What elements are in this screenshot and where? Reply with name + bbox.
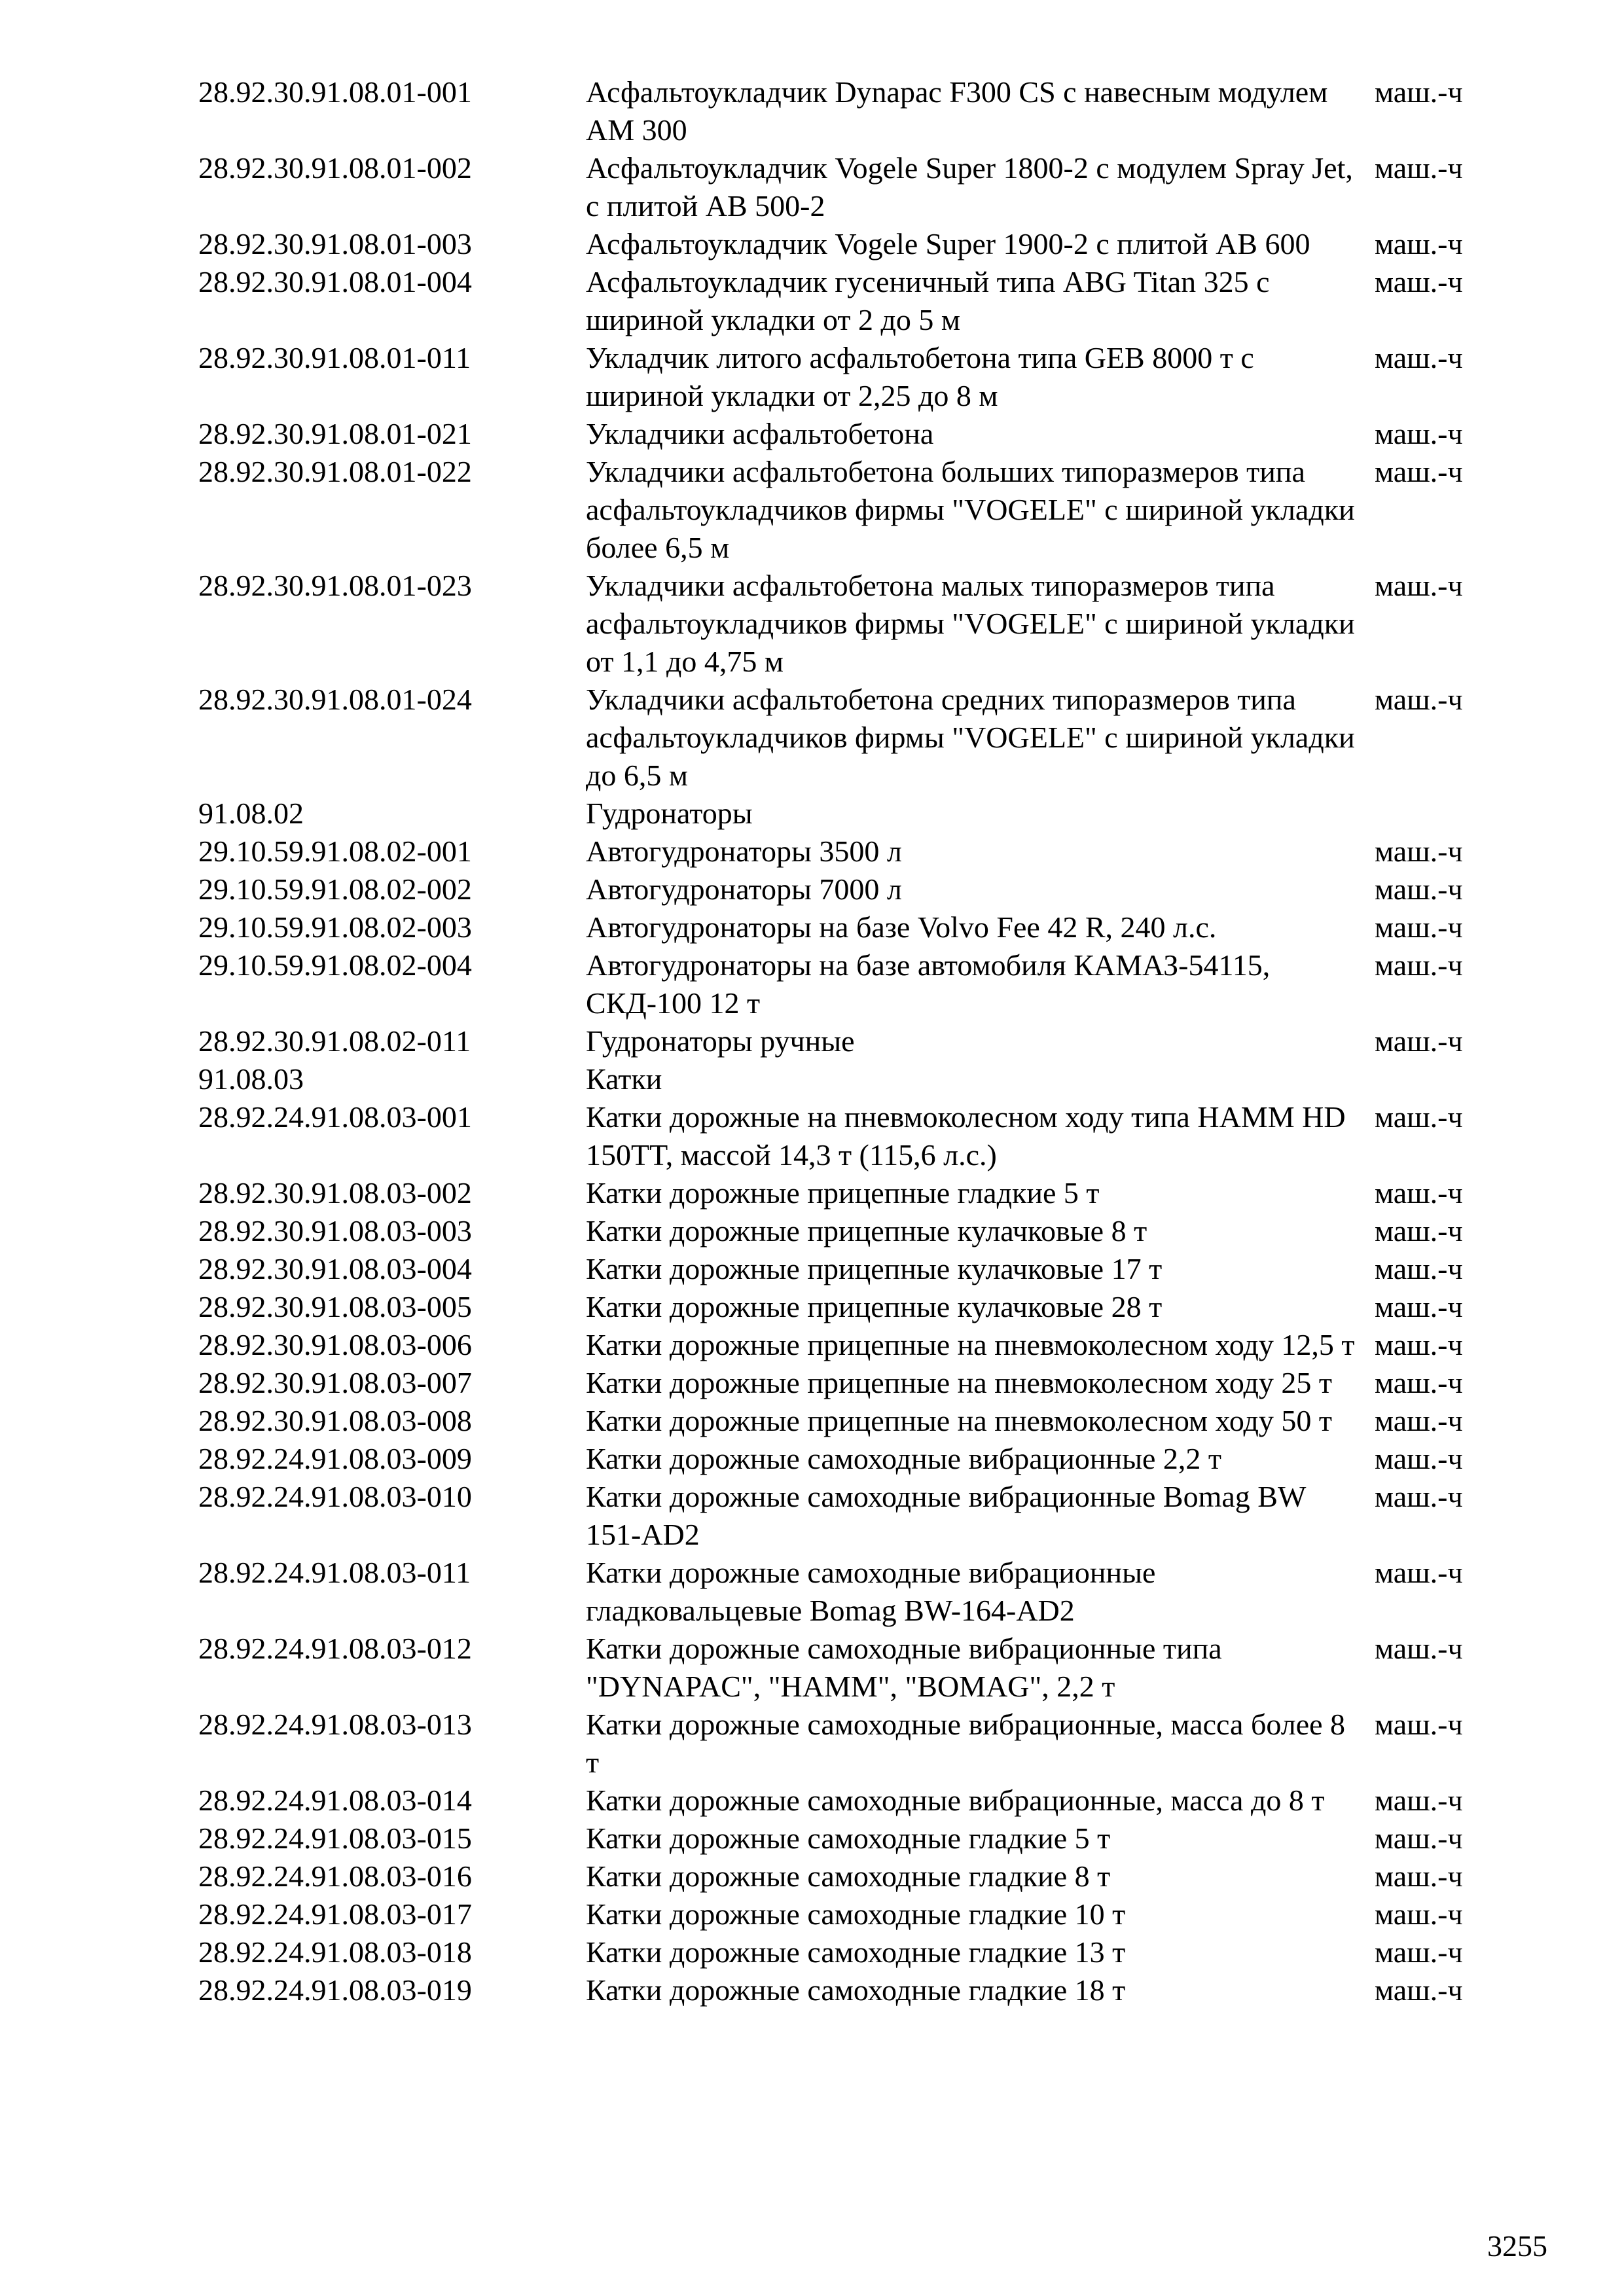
resource-code: 29.10.59.91.08.02-002 [198,872,472,906]
measure-unit: маш.-ч [1375,1214,1463,1247]
measure-unit: маш.-ч [1375,151,1463,185]
resource-code: 28.92.30.91.08.01-023 [198,569,472,602]
table-row [0,1971,1624,2009]
table-row [0,833,1624,870]
resource-name: Катки дорожные прицепные на пневмоколесном ходу 25 т [586,1366,1333,1399]
table-row [0,453,1624,567]
measure-unit: маш.-ч [1375,1404,1463,1437]
table-row [0,1174,1624,1212]
table-row [0,681,1624,795]
resource-name: Асфальтоукладчик Dynapac F300 CS с навесным модулем AM 300 [586,75,1328,147]
resource-name: Катки дорожные самоходные вибрационные, масса более 8 т [586,1708,1346,1779]
measure-unit: маш.-ч [1375,948,1463,982]
table-row [0,225,1624,263]
resource-code: 28.92.30.91.08.03-008 [198,1404,472,1437]
resource-name: Автогудронаторы на базе Volvo Fee 42 R, 240 л.с. [586,910,1217,944]
resource-name: Катки дорожные самоходные гладкие 10 т [586,1897,1126,1931]
table-row [0,795,1624,833]
table-row [0,263,1624,339]
resource-code: 28.92.24.91.08.03-001 [198,1100,472,1134]
measure-unit: маш.-ч [1375,1366,1463,1399]
resource-name: Катки дорожные прицепные кулачковые 8 т [586,1214,1147,1247]
measure-unit: маш.-ч [1375,683,1463,716]
resource-code: 28.92.30.91.08.01-021 [198,417,472,450]
table-row [0,1782,1624,1820]
resource-name: Укладчик литого асфальтобетона типа GEB 8000 т с шириной укладки от 2,25 до 8 м [586,341,1254,412]
measure-unit: маш.-ч [1375,227,1463,260]
measure-unit: маш.-ч [1375,1973,1463,2007]
measure-unit: маш.-ч [1375,1442,1463,1475]
table-row [0,1250,1624,1288]
table-row [0,1706,1624,1782]
table-row [0,908,1624,946]
measure-unit: маш.-ч [1375,1859,1463,1893]
table-row [0,1857,1624,1895]
measure-unit: маш.-ч [1375,417,1463,450]
resource-name: Асфальтоукладчик Vogele Super 1900-2 с плитой AB 600 [586,227,1310,260]
resource-code: 28.92.24.91.08.03-010 [198,1480,472,1513]
table-row [0,1554,1624,1630]
measure-unit: маш.-ч [1375,1290,1463,1323]
resource-code: 28.92.30.91.08.03-005 [198,1290,472,1323]
measure-unit: маш.-ч [1375,1935,1463,1969]
table-row [0,415,1624,453]
resource-code: 28.92.30.91.08.03-007 [198,1366,472,1399]
resource-code: 28.92.24.91.08.03-016 [198,1859,472,1893]
resource-code: 28.92.24.91.08.03-018 [198,1935,472,1969]
resource-name: Катки [586,1062,662,1096]
resource-code: 29.10.59.91.08.02-004 [198,948,472,982]
table-row [0,1060,1624,1098]
resource-name: Укладчики асфальтобетона средних типоразмеров типа асфальтоукладчиков фирмы "VOGELE" с шириной укладки до 6,5 м [586,683,1355,792]
resource-name: Автогудронаторы 3500 л [586,834,902,868]
resource-name: Катки дорожные прицепные гладкие 5 т [586,1176,1100,1210]
resource-code: 28.92.24.91.08.03-015 [198,1821,472,1855]
measure-unit: маш.-ч [1375,1100,1463,1134]
resource-name: Катки дорожные на пневмоколесном ходу типа HAMM HD 150TT, массой 14,3 т (115,6 л.с.) [586,1100,1346,1172]
measure-unit: маш.-ч [1375,455,1463,488]
resource-code: 29.10.59.91.08.02-003 [198,910,472,944]
resource-table [0,73,1624,2009]
table-row [0,1098,1624,1174]
resource-code: 28.92.30.91.08.01-011 [198,341,471,374]
measure-unit: маш.-ч [1375,1632,1463,1665]
resource-code: 28.92.30.91.08.01-024 [198,683,472,716]
measure-unit: маш.-ч [1375,910,1463,944]
measure-unit: маш.-ч [1375,1480,1463,1513]
resource-code: 28.92.30.91.08.01-001 [198,75,472,109]
resource-code: 28.92.24.91.08.03-012 [198,1632,472,1665]
resource-code: 28.92.30.91.08.03-006 [198,1328,472,1361]
resource-name: Укладчики асфальтобетона [586,417,934,450]
measure-unit: маш.-ч [1375,1176,1463,1210]
resource-code: 28.92.30.91.08.02-011 [198,1024,471,1058]
resource-code: 91.08.03 [198,1062,304,1096]
resource-name: Асфальтоукладчик Vogele Super 1800-2 с модулем Spray Jet, с плитой AB 500-2 [586,151,1353,223]
resource-name: Гудронаторы ручные [586,1024,855,1058]
resource-name: Катки дорожные самоходные гладкие 18 т [586,1973,1126,2007]
measure-unit: маш.-ч [1375,1821,1463,1855]
measure-unit: маш.-ч [1375,1024,1463,1058]
resource-code: 28.92.30.91.08.01-004 [198,265,472,298]
resource-code: 28.92.30.91.08.03-002 [198,1176,472,1210]
resource-code: 28.92.30.91.08.03-004 [198,1252,472,1285]
table-row [0,149,1624,225]
measure-unit: маш.-ч [1375,834,1463,868]
resource-name: Катки дорожные прицепные на пневмоколесном ходу 50 т [586,1404,1333,1437]
resource-code: 28.92.30.91.08.01-003 [198,227,472,260]
measure-unit: маш.-ч [1375,1708,1463,1741]
resource-code: 28.92.24.91.08.03-009 [198,1442,472,1475]
measure-unit: маш.-ч [1375,1897,1463,1931]
measure-unit: маш.-ч [1375,872,1463,906]
table-row [0,1212,1624,1250]
resource-code: 28.92.24.91.08.03-013 [198,1708,472,1741]
resource-code: 28.92.24.91.08.03-014 [198,1784,472,1817]
resource-code: 29.10.59.91.08.02-001 [198,834,472,868]
measure-unit: маш.-ч [1375,265,1463,298]
resource-name: Катки дорожные самоходные вибрационные гладковальцевые Bomag BW-164-AD2 [586,1556,1156,1627]
table-row [0,1478,1624,1554]
resource-name: Автогудронаторы 7000 л [586,872,902,906]
resource-name: Катки дорожные самоходные гладкие 5 т [586,1821,1111,1855]
resource-name: Катки дорожные прицепные на пневмоколесном ходу 12,5 т [586,1328,1355,1361]
measure-unit: маш.-ч [1375,341,1463,374]
page-number: 3255 [1487,2229,1547,2263]
table-row [0,1820,1624,1857]
resource-name: Катки дорожные самоходные вибрационные типа "DYNAPAC", "HAMM", "BOMAG", 2,2 т [586,1632,1222,1703]
table-row [0,73,1624,149]
resource-name: Катки дорожные самоходные гладкие 8 т [586,1859,1111,1893]
measure-unit: маш.-ч [1375,1252,1463,1285]
resource-name: Укладчики асфальтобетона малых типоразмеров типа асфальтоукладчиков фирмы "VOGELE" с шириной укладки от 1,1 до 4,75 м [586,569,1355,678]
resource-name: Катки дорожные самоходные вибрационные, масса до 8 т [586,1784,1325,1817]
table-row [0,1895,1624,1933]
table-row [0,1402,1624,1440]
table-row [0,1022,1624,1060]
table-row [0,567,1624,681]
resource-code: 91.08.02 [198,797,304,830]
resource-code: 28.92.24.91.08.03-011 [198,1556,471,1589]
resource-name: Катки дорожные прицепные кулачковые 28 т [586,1290,1163,1323]
table-row [0,1933,1624,1971]
resource-code: 28.92.30.91.08.01-022 [198,455,472,488]
resource-name: Катки дорожные самоходные гладкие 13 т [586,1935,1126,1969]
table-row [0,946,1624,1022]
measure-unit: маш.-ч [1375,1556,1463,1589]
resource-name: Асфальтоукладчик гусеничный типа ABG Titan 325 с шириной укладки от 2 до 5 м [586,265,1270,336]
resource-name: Автогудронаторы на базе автомобиля КАМАЗ-54115, СКД-100 12 т [586,948,1271,1020]
table-row [0,339,1624,415]
measure-unit: маш.-ч [1375,569,1463,602]
measure-unit: маш.-ч [1375,75,1463,109]
resource-code: 28.92.24.91.08.03-019 [198,1973,472,2007]
resource-name: Катки дорожные самоходные вибрационные 2,2 т [586,1442,1222,1475]
table-row [0,1326,1624,1364]
table-row [0,1630,1624,1706]
resource-name: Укладчики асфальтобетона больших типоразмеров типа асфальтоукладчиков фирмы "VOGELE" с шириной укладки более 6,5 м [586,455,1355,564]
measure-unit: маш.-ч [1375,1784,1463,1817]
resource-name: Катки дорожные самоходные вибрационные Bomag BW 151-AD2 [586,1480,1306,1551]
table-row [0,1364,1624,1402]
resource-code: 28.92.30.91.08.01-002 [198,151,472,185]
resource-name: Гудронаторы [586,797,753,830]
table-row [0,1288,1624,1326]
measure-unit: маш.-ч [1375,1328,1463,1361]
resource-name: Катки дорожные прицепные кулачковые 17 т [586,1252,1163,1285]
resource-code: 28.92.24.91.08.03-017 [198,1897,472,1931]
table-row [0,870,1624,908]
table-row [0,1440,1624,1478]
resource-code: 28.92.30.91.08.03-003 [198,1214,472,1247]
